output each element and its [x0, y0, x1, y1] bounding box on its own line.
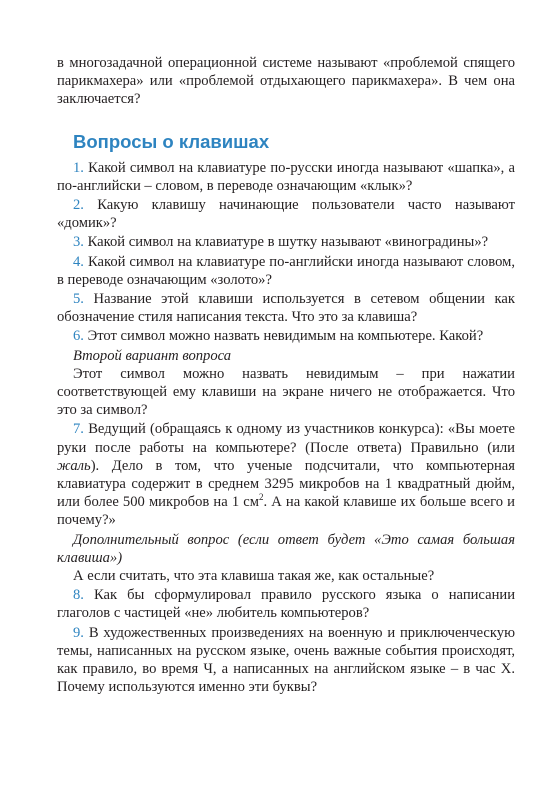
second-variant-text: Этот символ можно назвать невидимым – при нажатии соответствующей ему клавиши на экране ничего не отображается. Что это за символ? — [57, 365, 515, 419]
question-number: 2. — [73, 197, 84, 214]
question-4 — [57, 253, 515, 289]
additional-label: Дополнительный вопрос (если ответ будет «Это самая большая клавиша») — [57, 531, 515, 566]
question-number: 6. — [73, 328, 84, 345]
question-number: 7. — [73, 421, 84, 438]
question-text: Какой символ на клавиатуре в шутку называют «виноградины»? — [87, 234, 489, 251]
question-text: Этот символ можно назвать невидимым на компьютере. Какой? — [87, 328, 484, 345]
question-number: 9. — [73, 624, 84, 641]
question-9 — [57, 624, 515, 697]
intro-paragraph: в многозадачной операционной системе называют «проблемой спящего парикмахера» или «проблемой отдыхающего парикмахера». В чем она заключается? — [57, 55, 515, 108]
question-number: 4. — [73, 253, 84, 270]
question-text: Какой символ на клавиатуре по-русски иногда называют «шапка», а по-английски – словом, в переводе означающим «клык»? — [57, 159, 515, 194]
question-2 — [57, 196, 515, 232]
section-title: Вопросы о клавишах — [73, 130, 270, 152]
question-text: В художественных произведениях на военную и приключенческую темы, написанных на русском языке, очень важные события происходят, как правило, во время Ч, а написанных на английском языке – в час Х. Почему используются именно эти буквы? — [57, 624, 515, 696]
question-text: Название этой клавиши используется в сетевом общении как обозначение стиля написания текста. Что это за клавиша? — [57, 291, 515, 326]
question-number: 8. — [73, 587, 84, 604]
question-text: Какой символ на клавиатуре по-английски иногда называют словом, в переводе означающим «золото»? — [57, 253, 515, 288]
question-text-part: . А на какой клавише их больше всего и почему?» — [57, 494, 515, 529]
question-text-part: Ведущий (обращаясь к одному из участников конкурса): «Вы моете руки после работы на компьютере? (После ответа) Правильно (или — [57, 421, 515, 456]
question-5 — [57, 290, 515, 326]
second-variant-label: Второй вариант вопроса — [73, 347, 232, 364]
question-text: Как бы сформулировал правило русского языка о написании глаголов с частицей «не» любитель компьютеров? — [57, 587, 515, 622]
question-7 — [57, 420, 515, 529]
superscript: 2 — [258, 492, 264, 503]
question-8 — [57, 586, 515, 622]
question-text-emphasis: жаль — [57, 457, 91, 474]
question-number: 1. — [73, 159, 84, 176]
question-text: Какую клавишу начинающие пользователи часто называют «домик»? — [57, 197, 516, 232]
additional-text: А если считать, что эта клавиша такая же, как остальные? — [73, 568, 435, 585]
question-1 — [57, 159, 515, 195]
question-3 — [57, 233, 515, 251]
question-text-part: ). Дело в том, что ученые подсчитали, что компьютерная клавиатура содержит в среднем 3295 микробов на 1 квадратный дюйм, или более 500 микробов на 1 см — [57, 457, 515, 511]
question-number: 3. — [73, 234, 84, 251]
page-body — [57, 54, 515, 698]
question-number: 5. — [73, 291, 84, 308]
question-6 — [57, 327, 515, 345]
